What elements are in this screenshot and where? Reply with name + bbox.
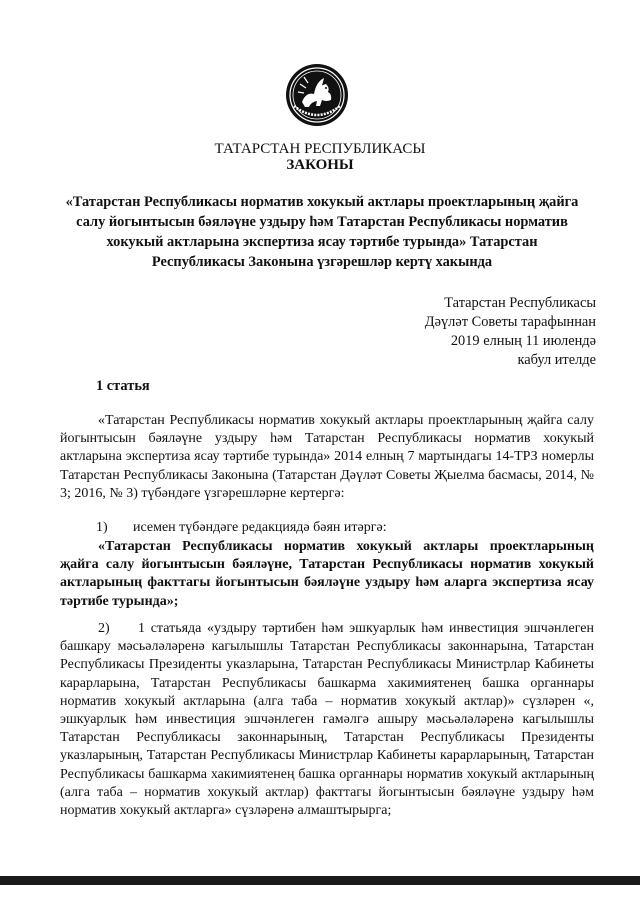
item-1-new-title: «Татарстан Республикасы норматив хокукый актлары проектларының җайга салу йогынтысын бәяләүне, Татарстан Республикасы норматив хокукый актларының факттагы йогынтысын бәяләүне уздыру һәм аларга экспертиза ясау тәртибе турында»; [60, 539, 594, 609]
coat-of-arms-emblem-icon [284, 62, 350, 128]
item-2-body: 1 статьяда «уздыру тәртибен һәм эшкуарлык һәм инвестиция эшчәнлеген башкару мәсьәләләренә кагылышлы Татарстан Республикасы законнарына, Татарстан Республикасы Президенты указларына, Татарстан Республикасы Министрлар Кабинеты карарларына, Татарстан Республикасы башкарма хакимиятенең башка органнары норматив хокукый актларына (алга таба – норматив хокукый актлар)» сүзләрен «, эшкуарлык һәм инвестиция эшчәнлеген гамәлгә ашыру мәсьәләләренә кагылышлы Татарстан Республикасы законнарының, Татарстан Республикасы Президенты указларының, Татарстан Республикасы Министрлар Кабинеты карарларының, Татарстан Республикасы башкарма хакимиятенең башка органнары норматив хокукый актларының (алга таба – норматив хокукый актлар) факттагы йогынтысын бәяләүне уздыру һәм норматив хокукый актларга» сүзләренә алмаштырырга; [60, 621, 595, 819]
item-2-text [60, 620, 594, 820]
law-title: «Татарстан Республикасы норматив хокукый актлары проектларының җайга салу йогынтысын бәяләүне уздыру һәм Татарстан Республикасы норматив хокукый актларына экспертиза ясау тәртибе турында» Татарстан Республикасы Законына үзгәрешләр кертү хакында [65, 194, 579, 270]
item-1-lead: исемен түбәндәге редакциядә бәян итәргә: [133, 520, 387, 535]
header-law: ЗАКОНЫ [286, 157, 354, 173]
adoption-line-1: Татарстан Республикасы [444, 295, 596, 311]
header-republic: ТАТАРСТАН РЕСПУБЛИКАСЫ [214, 141, 426, 157]
scan-bottom-bar [0, 876, 640, 885]
adoption-line-4: кабул ителде [517, 352, 596, 368]
item-1-number: 1) [96, 520, 108, 535]
adoption-block [336, 294, 596, 370]
adoption-line-3: 2019 елның 11 июлендә [450, 333, 596, 349]
article-heading: 1 статья [96, 378, 150, 394]
paragraph-intro: «Татарстан Республикасы норматив хокукый актлары проектларының җайга салу йогынтысын бәяләүне уздыру һәм Татарстан Республикасы норматив хокукый актларына экспертиза ясау тәртибе турында» 2014 елның 7 мартындагы 14-ТРЗ номерлы Татарстан Республикасы Законына (Татарстан Дәүләт Советы Җыелма басмасы, 2014, № 3; 2016, № 3) түбәндәге үзгәрешләрне кертергә: [60, 413, 594, 501]
adoption-line-2: Дәүләт Советы тарафыннан [424, 314, 596, 330]
item-2-number: 2) [98, 621, 110, 636]
